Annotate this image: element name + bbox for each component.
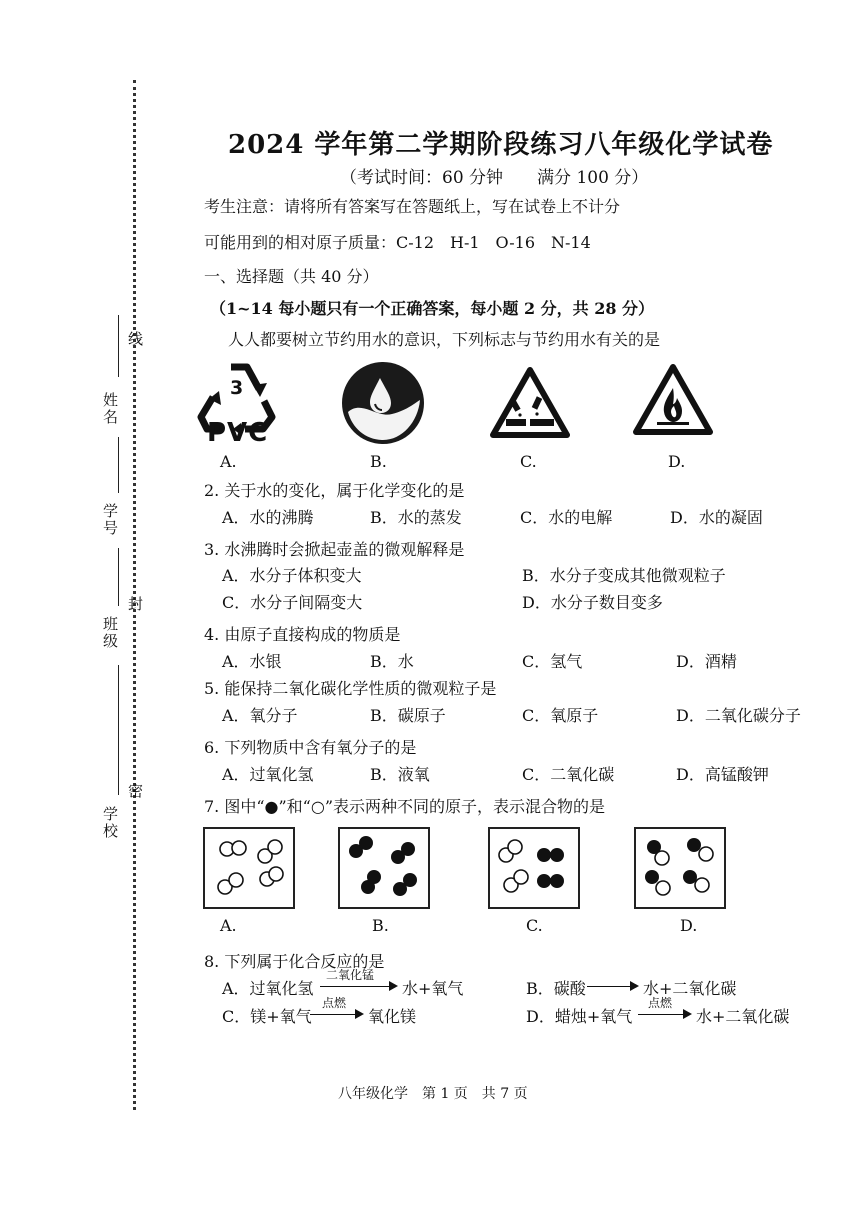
q8-c-condition: 点燃 (322, 996, 347, 1010)
q3-option-d[interactable]: D．水分子数目变多 (522, 593, 663, 612)
q6-option-a[interactable]: A．过氧化氢 (222, 765, 314, 784)
q8-a-reactant[interactable]: A．过氧化氢 (222, 979, 314, 998)
recycle-number: 3 (230, 377, 244, 399)
q8-a-condition: 二氧化锰 (326, 968, 375, 982)
q1-label-c[interactable]: C. (520, 452, 537, 471)
q3-option-a[interactable]: A．水分子体积变大 (222, 566, 362, 585)
q7-box-b (338, 827, 430, 909)
q6-option-d[interactable]: D．高锰酸钾 (676, 765, 769, 784)
q8-c-product[interactable]: 氧化镁 (368, 1007, 417, 1026)
name-blank[interactable] (118, 315, 119, 377)
exam-subtitle: （考试时间：60 分钟 满分 100 分） (340, 168, 649, 188)
q4-option-a[interactable]: A．水银 (222, 652, 282, 671)
seal-char-feng: 封 (128, 595, 144, 613)
q8-d-arrow (638, 1014, 690, 1015)
water-saving-icon (340, 360, 426, 446)
q3-option-c[interactable]: C．水分子间隔变大 (222, 593, 363, 612)
page-footer: 八年级化学 第 1 页 共 7 页 (338, 1086, 528, 1102)
q3-stem: 3. 水沸腾时会掀起壶盖的微观解释是 (204, 540, 465, 559)
q8-c-arrow (310, 1014, 362, 1015)
q3-option-b[interactable]: B．水分子变成其他微观粒子 (522, 566, 726, 585)
class-label: 班级 (103, 615, 119, 650)
q8-b-product[interactable]: 水+二氧化碳 (643, 979, 737, 998)
q8-b-arrow (587, 986, 637, 987)
q8-d-product[interactable]: 水+二氧化碳 (696, 1007, 790, 1026)
seal-char-mi: 密 (128, 782, 144, 800)
flammable-warning-icon (633, 364, 713, 436)
school-blank[interactable] (118, 665, 119, 795)
q8-stem: 8. 下列属于化合反应的是 (204, 952, 385, 971)
page-title: 2024 学年第二学期阶段练习八年级化学试卷 (228, 130, 774, 160)
q1-label-a[interactable]: A. (220, 452, 237, 471)
section-instruction: （1~14 每小题只有一个正确答案，每小题 2 分，共 28 分） (210, 299, 655, 318)
q7-label-b[interactable]: B. (372, 916, 389, 935)
q8-b-reactant[interactable]: B．碳酸 (526, 979, 586, 998)
q8-c-reactant[interactable]: C．镁+氧气 (222, 1007, 312, 1026)
number-label: 学号 (103, 502, 119, 537)
q5-option-d[interactable]: D．二氧化碳分子 (676, 706, 801, 725)
school-label: 学校 (103, 805, 119, 840)
q4-option-d[interactable]: D．酒精 (676, 652, 737, 671)
q1-label-b[interactable]: B. (370, 452, 387, 471)
q5-option-a[interactable]: A．氧分子 (222, 706, 298, 725)
q7-label-c[interactable]: C. (526, 916, 543, 935)
recycle-pvc-text: PVC (207, 418, 269, 448)
q7-box-d (634, 827, 726, 909)
number-blank[interactable] (118, 437, 119, 493)
q7-label-d[interactable]: D. (680, 916, 698, 935)
q2-option-a[interactable]: A．水的沸腾 (222, 508, 314, 527)
q2-option-d[interactable]: D．水的凝固 (670, 508, 763, 527)
q7-box-c (488, 827, 580, 909)
q6-option-c[interactable]: C．二氧化碳 (522, 765, 615, 784)
q2-option-b[interactable]: B．水的蒸发 (370, 508, 462, 527)
q8-d-condition: 点燃 (648, 996, 673, 1010)
q1-label-d[interactable]: D. (668, 452, 686, 471)
q4-option-c[interactable]: C．氢气 (522, 652, 583, 671)
q4-stem: 4. 由原子直接构成的物质是 (204, 625, 401, 644)
q2-stem: 2. 关于水的变化，属于化学变化的是 (204, 481, 465, 500)
q2-option-c[interactable]: C．水的电解 (520, 508, 613, 527)
q5-option-c[interactable]: C．氧原子 (522, 706, 599, 725)
q5-stem: 5. 能保持二氧化碳化学性质的微观粒子是 (204, 679, 497, 698)
q7-box-a (203, 827, 295, 909)
q6-option-b[interactable]: B．液氧 (370, 765, 430, 784)
q6-stem: 6. 下列物质中含有氧分子的是 (204, 738, 417, 757)
atomic-mass-line: 可能用到的相对原子质量：C-12 H-1 O-16 N-14 (204, 233, 591, 252)
q4-option-b[interactable]: B．水 (370, 652, 414, 671)
seal-char-line: 线 (128, 330, 144, 348)
corrosive-warning-icon (490, 367, 570, 439)
q8-d-reactant[interactable]: D．蜡烛+氧气 (526, 1007, 633, 1026)
q8-a-arrow (320, 986, 396, 987)
class-blank[interactable] (118, 548, 119, 606)
q7-stem: 7. 图中“●”和“○”表示两种不同的原子，表示混合物的是 (204, 797, 605, 816)
exam-notice: 考生注意：请将所有答案写在答题纸上，写在试卷上不计分 (204, 197, 621, 216)
q5-option-b[interactable]: B．碳原子 (370, 706, 446, 725)
q7-label-a[interactable]: A. (220, 916, 237, 935)
name-label: 姓名 (103, 391, 119, 426)
q8-a-product[interactable]: 水+氧气 (402, 979, 464, 998)
section-heading: 一、选择题（共 40 分） (204, 267, 379, 286)
q1-stem: 人人都要树立节约用水的意识，下列标志与节约用水有关的是 (228, 330, 661, 349)
